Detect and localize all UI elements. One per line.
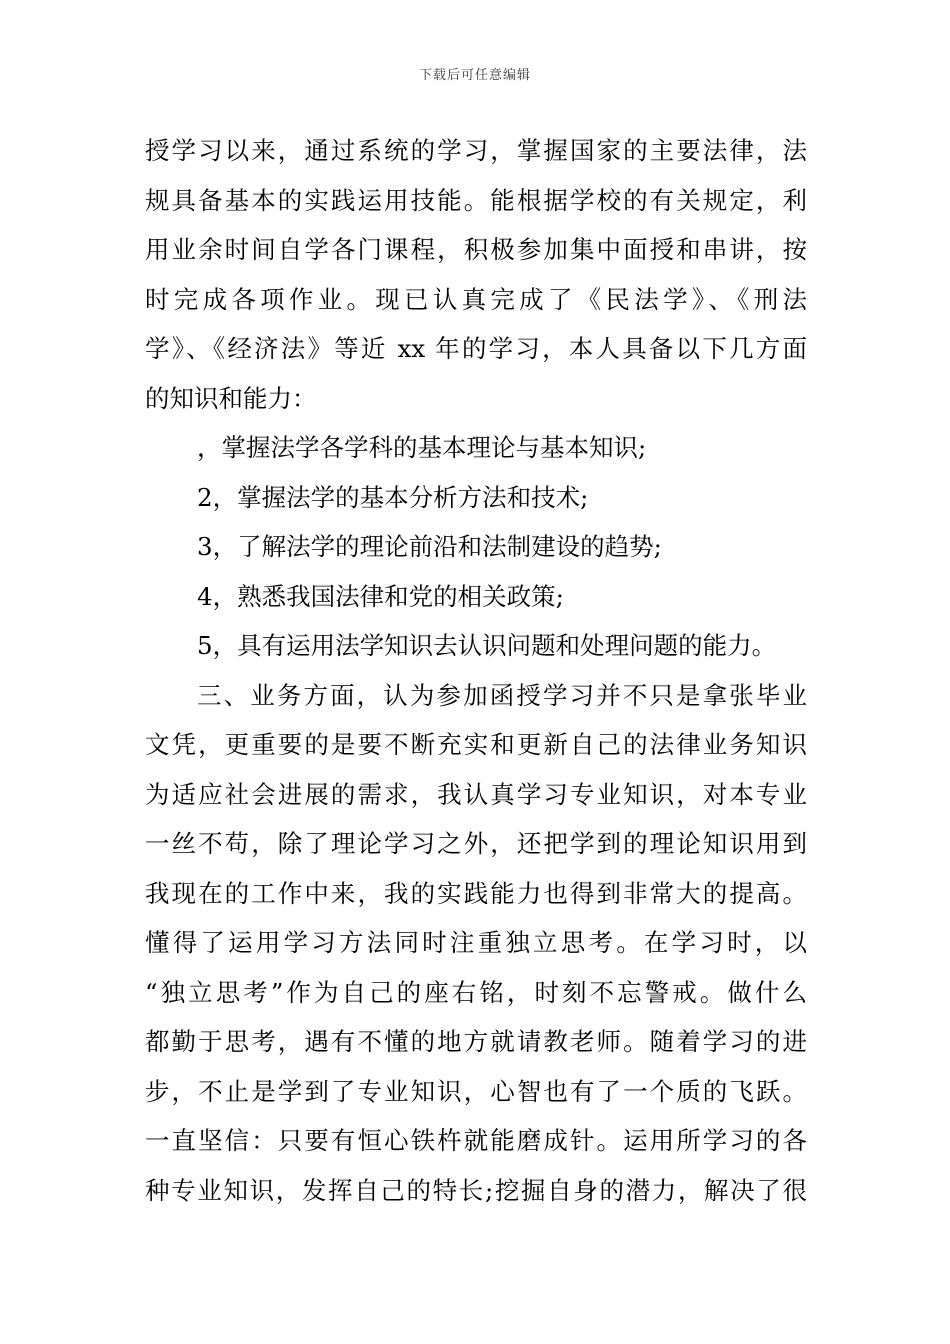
text-line: 为适应社会进展的需求，我认真学习专业知识，对本专业 <box>145 779 807 809</box>
text-line: 我现在的工作中来，我的实践能力也得到非常大的提高。 <box>145 878 807 908</box>
text-line: 种专业知识，发挥自己的特长;挖掘自身的潜力，解决了很 <box>145 1175 807 1205</box>
text-line: 一直坚信：只要有恒心铁杵就能磨成针。运用所学习的各 <box>145 1126 807 1155</box>
text-line: 授学习以来，通过系统的学习，掌握国家的主要法律，法 <box>145 136 807 165</box>
list-item: 2，掌握法学的基本分析方法和技术; <box>197 482 589 512</box>
text-line: 用业余时间自学各门课程，积极参加集中面授和串讲，按 <box>145 235 807 264</box>
list-item: 3，了解法学的理论前沿和法制建设的趋势; <box>197 532 662 561</box>
text-line: 的知识和能力： <box>145 383 317 413</box>
text-line: 文凭，更重要的是要不断充实和更新自己的法律业务知识 <box>145 730 807 759</box>
text-line: 懂得了运用学习方法同时注重独立思考。在学习时，以 <box>145 928 807 957</box>
document-body <box>145 126 807 1215</box>
text-line: 时完成各项作业。现已认真完成了《民法学》、《刑法 <box>145 284 807 314</box>
header-note: 下载后可任意编辑 <box>418 68 531 83</box>
text-line: 都勤于思考，遇有不懂的地方就请教老师。随着学习的进 <box>145 1027 807 1056</box>
text-line: 规具备基本的实践运用技能。能根据学校的有关规定，利 <box>145 185 807 215</box>
list-item: 5，具有运用法学知识去认识问题和处理问题的能力。 <box>197 631 777 660</box>
list-item: 4，熟悉我国法律和党的相关政策; <box>197 581 564 611</box>
list-item: ，掌握法学各学科的基本理论与基本知识; <box>197 433 647 462</box>
text-line: 步，不止是学到了专业知识，心智也有了一个质的飞跃。 <box>145 1076 807 1106</box>
text-line: “独立思考”作为自己的座右铭，时刻不忘警戒。做什么 <box>145 977 807 1007</box>
text-line: 学》、《经济法》等近 xx 年的学习，本人具备以下几方面 <box>145 334 807 363</box>
paragraph-start-line: 三、业务方面，认为参加函授学习并不只是拿张毕业 <box>197 680 807 710</box>
text-line: 一丝不苟，除了理论学习之外，还把学到的理论知识用到 <box>145 829 807 858</box>
